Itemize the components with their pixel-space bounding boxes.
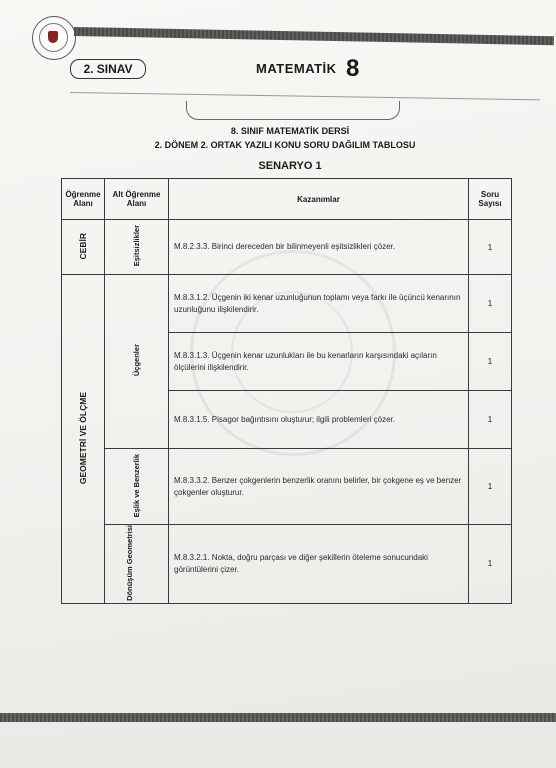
scenario-title: SENARYO 1 bbox=[258, 160, 322, 172]
outcome-cell: M.8.3.1.2. Üçgenin iki kenar uzunluğunun toplamı veya farkı ile üçüncü kenarının uzunluğunu ilişkilendirir. bbox=[169, 275, 469, 333]
header-sub-area: Alt Öğrenme Alanı bbox=[105, 179, 169, 220]
course-title: 8. SINIF MATEMATİK DERSİ bbox=[230, 126, 350, 136]
count-cell: 1 bbox=[469, 391, 512, 449]
count-cell: 1 bbox=[469, 449, 512, 525]
header-area: Öğrenme Alanı bbox=[62, 179, 105, 220]
grade-number: 8 bbox=[346, 55, 360, 82]
sub-area-cell-transformation bbox=[105, 525, 169, 604]
header-outcomes: Kazanımlar bbox=[169, 179, 469, 220]
sub-area-label: Dönüşüm Geometrisi bbox=[124, 525, 134, 601]
outcome-cell: M.8.2.3.3. Birinci dereceden bir bilinmeyenli eşitsizlikleri çözer. bbox=[169, 220, 469, 275]
area-cell-algebra bbox=[62, 220, 105, 275]
count-cell: 1 bbox=[469, 525, 512, 604]
table-row bbox=[62, 220, 512, 275]
count-cell: 1 bbox=[469, 275, 512, 333]
count-cell: 1 bbox=[469, 333, 512, 391]
sub-area-cell-inequalities bbox=[105, 220, 169, 275]
sub-area-label: Eşlik ve Benzerlik bbox=[132, 453, 141, 518]
header-bracket bbox=[186, 101, 400, 120]
area-label: GEOMETRİ VE ÖLÇME bbox=[78, 391, 88, 484]
area-label: CEBİR bbox=[78, 232, 88, 260]
exam-title: 2. DÖNEM 2. ORTAK YAZILI KONU SORU DAĞILIM TABLOSU bbox=[154, 140, 416, 150]
table-row bbox=[62, 449, 512, 525]
bottom-decorative-bar bbox=[0, 713, 556, 722]
top-decorative-bar bbox=[74, 27, 554, 45]
sub-area-cell-similarity bbox=[105, 449, 169, 525]
outcome-cell: M.8.3.1.5. Pisagor bağıntısını oluşturur; ilgili problemleri çözer. bbox=[169, 391, 469, 449]
sub-area-label: Üçgenler bbox=[132, 344, 141, 377]
header-count: Soru Sayısı bbox=[469, 179, 512, 220]
subject-title: MATEMATİK bbox=[256, 61, 337, 76]
sub-area-label: Eşitsizlikler bbox=[132, 225, 141, 267]
exam-badge: 2. SINAV bbox=[70, 59, 146, 79]
outcome-cell: M.8.3.3.2. Benzer çokgenlerin benzerlik oranını belirler, bir çokgene eş ve benzer çokgenler oluşturur. bbox=[169, 449, 469, 525]
area-cell-geometry bbox=[62, 275, 105, 604]
distribution-table bbox=[61, 178, 512, 604]
table-header-row bbox=[62, 179, 512, 220]
sub-area-cell-triangles bbox=[105, 275, 169, 449]
ministry-logo bbox=[32, 16, 76, 60]
count-cell: 1 bbox=[469, 220, 512, 275]
table-row bbox=[62, 275, 512, 333]
outcome-cell: M.8.3.2.1. Nokta, doğru parçası ve diğer şekillerin öteleme sonucundaki görüntülerini çizer. bbox=[169, 525, 469, 604]
outcome-cell: M.8.3.1.3. Üçgenin kenar uzunlukları ile bu kenarların karşısındaki açıların ölçülerini ilişkilendirir. bbox=[169, 333, 469, 391]
header-rule bbox=[70, 92, 540, 100]
table-row bbox=[62, 525, 512, 604]
